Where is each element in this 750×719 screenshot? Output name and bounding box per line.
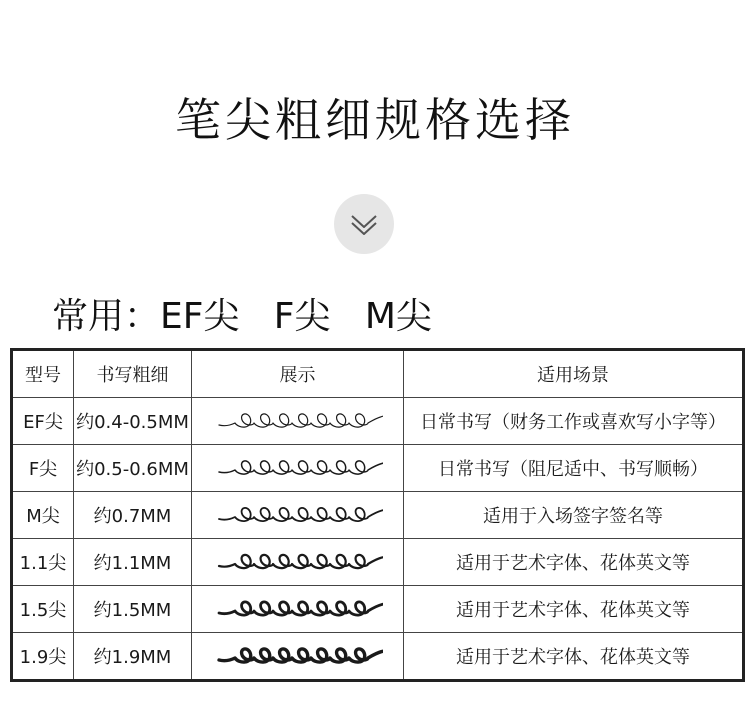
writing-sample — [192, 445, 404, 492]
table-row — [12, 539, 744, 586]
usage-scenario: 适用于艺术字体、花体英文等 — [404, 586, 744, 633]
nib-width: 约1.5MM — [74, 586, 192, 633]
writing-sample — [192, 492, 404, 539]
nib-width: 约1.9MM — [74, 633, 192, 681]
ink-stroke — [219, 555, 383, 568]
writing-sample — [192, 633, 404, 681]
usage-scenario: 日常书写（财务工作或喜欢写小字等） — [404, 398, 744, 445]
ink-stroke — [219, 414, 383, 427]
double-chevron-down-icon — [334, 194, 394, 254]
loop-stroke-sample — [213, 450, 383, 486]
ink-stroke — [219, 508, 383, 521]
table-row — [12, 398, 744, 445]
nib-width: 约1.1MM — [74, 539, 192, 586]
loop-stroke-sample — [213, 544, 383, 580]
loop-stroke-sample — [213, 591, 383, 627]
ink-stroke — [219, 649, 383, 662]
table-row — [12, 633, 744, 681]
table-row — [12, 586, 744, 633]
writing-sample — [192, 586, 404, 633]
writing-sample — [192, 539, 404, 586]
nib-model: EF尖 — [12, 398, 74, 445]
ink-stroke — [219, 602, 383, 615]
nib-model: 1.1尖 — [12, 539, 74, 586]
page-title: 笔尖粗细规格选择 — [175, 93, 575, 147]
loop-stroke-sample — [213, 497, 383, 533]
header-width: 书写粗细 — [74, 350, 192, 398]
usage-scenario: 适用于入场签字签名等 — [404, 492, 744, 539]
nib-model: M尖 — [12, 492, 74, 539]
common-nibs-subtitle: 常用：EF尖 F尖 M尖 — [52, 296, 432, 337]
loop-stroke-sample — [213, 638, 383, 674]
table-row — [12, 445, 744, 492]
loop-stroke-sample — [213, 403, 383, 439]
scroll-down-badge — [334, 194, 394, 254]
ink-stroke — [219, 461, 383, 474]
nib-width: 约0.7MM — [74, 492, 192, 539]
table-header-row — [12, 350, 744, 398]
usage-scenario: 适用于艺术字体、花体英文等 — [404, 539, 744, 586]
header-demo: 展示 — [192, 350, 404, 398]
nib-model: F尖 — [12, 445, 74, 492]
nib-model: 1.9尖 — [12, 633, 74, 681]
nib-width: 约0.5-0.6MM — [74, 445, 192, 492]
nib-spec-table — [10, 348, 745, 682]
usage-scenario: 适用于艺术字体、花体英文等 — [404, 633, 744, 681]
usage-scenario: 日常书写（阻尼适中、书写顺畅） — [404, 445, 744, 492]
header-usage: 适用场景 — [404, 350, 744, 398]
writing-sample — [192, 398, 404, 445]
table-row — [12, 492, 744, 539]
nib-model: 1.5尖 — [12, 586, 74, 633]
nib-width: 约0.4-0.5MM — [74, 398, 192, 445]
header-model: 型号 — [12, 350, 74, 398]
